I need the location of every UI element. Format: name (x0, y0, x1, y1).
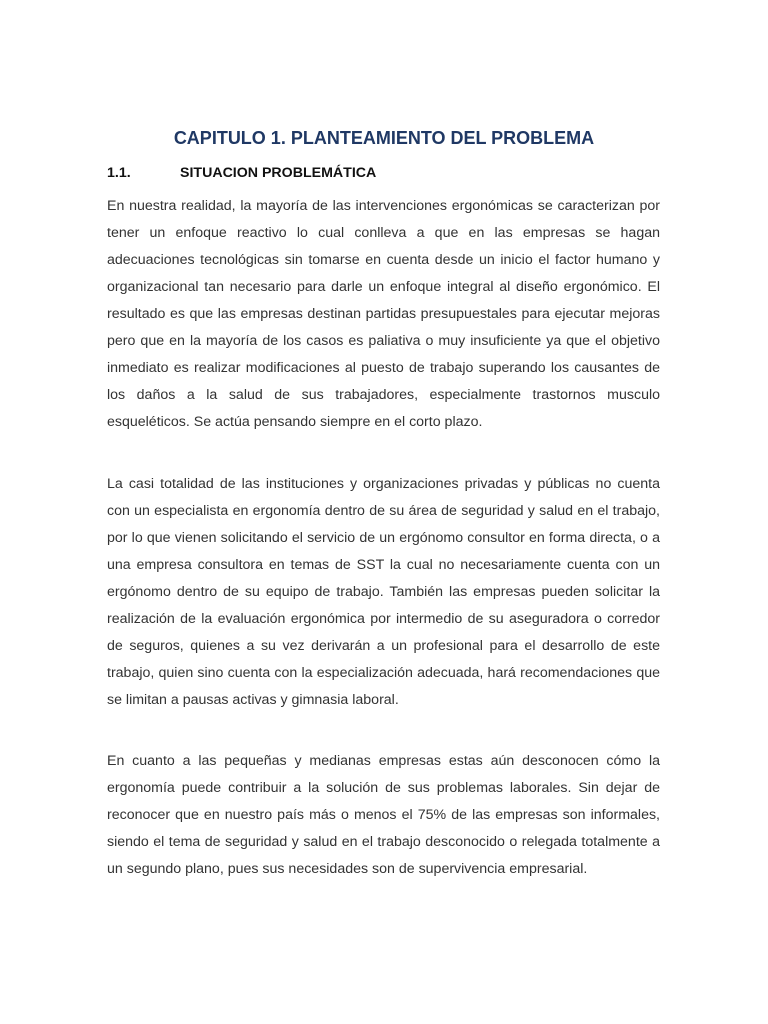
paragraph-2: La casi totalidad de las instituciones y organizaciones privadas y públicas no cuenta con un especialista en ergonomía dentro de su área de seguridad y salud en el trabajo, por lo que vienen solicitando el servicio de un ergónomo consultor en forma directa, o a una empresa consultora en temas de SST la cual no necesariamente cuenta con un ergónomo dentro de su equipo de trabajo. También las empresas pueden solicitar la realización de la evaluación ergonómica por intermedio de su aseguradora o corredor de seguros, quienes a su vez derivarán a un profesional para el desarrollo de este trabajo, quien sino cuenta con la especialización adecuada, hará recomendaciones que se limitan a pausas activas y gimnasia laboral. (107, 476, 660, 708)
section-title: SITUACION PROBLEMÁTICA (180, 165, 377, 181)
paragraph-3: En cuanto a las pequeñas y medianas empresas estas aún desconocen cómo la ergonomía puede contribuir a la solución de sus problemas laborales. Sin dejar de reconocer que en nuestro país más o menos el 75% de las empresas son informales, siendo el tema de seguridad y salud en el trabajo desconocido o relegada totalmente a un segundo plano, pues sus necesidades son de supervivencia empresarial. (107, 753, 660, 877)
section-heading (107, 163, 667, 183)
chapter-title: CAPITULO 1. PLANTEAMIENTO DEL PROBLEMA (173, 128, 595, 148)
section-number: 1.1. (107, 165, 131, 181)
paragraph-1: En nuestra realidad, la mayoría de las intervenciones ergonómicas se caracterizan por tener un enfoque reactivo lo cual conlleva a que en las empresas se hagan adecuaciones tecnológicas sin tomarse en cuenta desde un inicio el factor humano y organizacional tan necesario para darle un enfoque integral al diseño ergonómico. El resultado es que las empresas destinan partidas presupuestales para ejecutar mejoras pero que en la mayoría de los casos es paliativa o muy insuficiente ya que el objetivo inmediato es realizar modificaciones al puesto de trabajo superando los causantes de los daños a la salud de sus trabajadores, especialmente trastornos musculo esqueléticos. Se actúa pensando siempre en el corto plazo. (107, 198, 660, 430)
